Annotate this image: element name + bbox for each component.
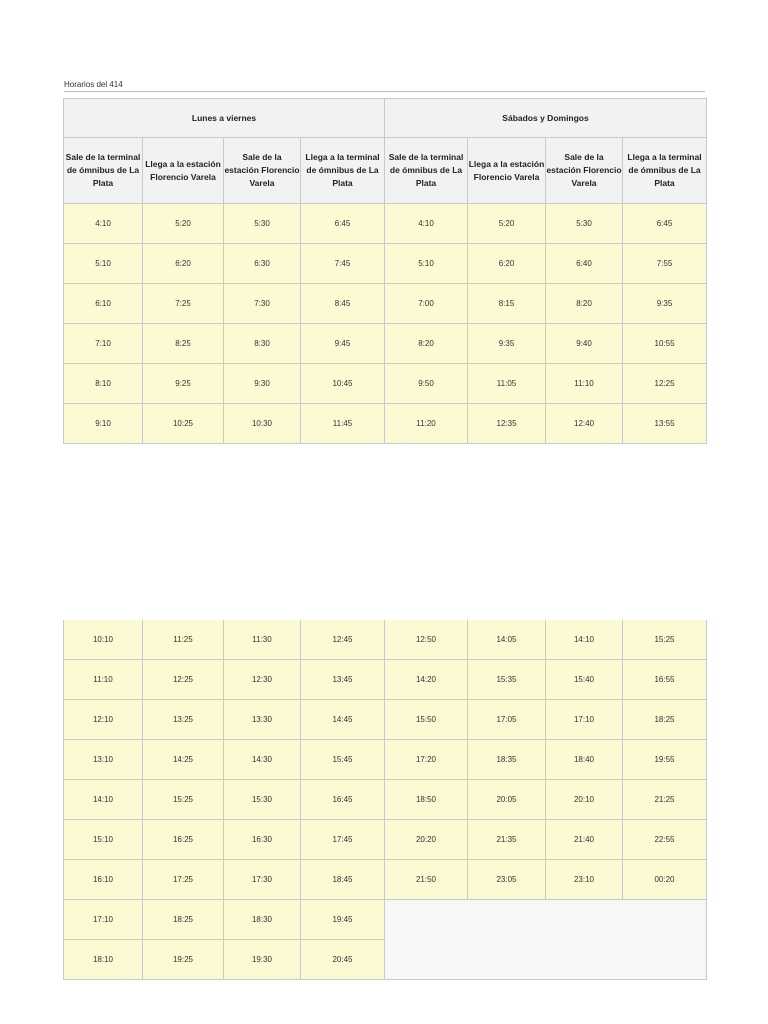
time-cell: 5:30 [546,204,623,244]
time-cell: 18:25 [143,900,224,940]
time-cell: 18:45 [301,860,385,900]
table-row [64,404,707,444]
table-row [64,740,707,780]
time-cell: 7:00 [385,284,468,324]
time-cell: 7:25 [143,284,224,324]
group-header-weekdays: Lunes a viernes [64,99,385,138]
time-cell: 9:35 [623,284,707,324]
column-header: Llega a la terminal de ómnibus de La Plata [301,138,385,204]
time-cell: 18:40 [546,740,623,780]
table-row [64,244,707,284]
table-row [64,900,707,940]
time-cell: 11:05 [468,364,546,404]
table-row [64,820,707,860]
time-cell: 15:35 [468,660,546,700]
time-cell: 11:25 [143,620,224,660]
table-row [64,324,707,364]
time-cell: 12:30 [224,660,301,700]
time-cell: 4:10 [385,204,468,244]
time-cell: 5:20 [468,204,546,244]
time-cell: 8:20 [385,324,468,364]
time-cell: 11:10 [64,660,143,700]
schedule-table-part-1 [63,98,707,444]
time-cell: 18:50 [385,780,468,820]
time-cell: 8:10 [64,364,143,404]
time-cell: 8:30 [224,324,301,364]
time-cell: 6:30 [224,244,301,284]
time-cell: 12:25 [623,364,707,404]
time-cell: 14:20 [385,660,468,700]
time-cell: 8:45 [301,284,385,324]
time-cell: 14:25 [143,740,224,780]
group-header-weekends: Sábados y Domingos [385,99,707,138]
time-cell: 17:30 [224,860,301,900]
title-divider [64,91,705,92]
column-header: Sale de la terminal de ómnibus de La Plata [385,138,468,204]
time-cell: 7:45 [301,244,385,284]
time-cell: 17:05 [468,700,546,740]
column-header: Sale de la terminal de ómnibus de La Plata [64,138,143,204]
time-cell: 9:10 [64,404,143,444]
time-cell: 8:25 [143,324,224,364]
column-header: Llega a la estación Florencio Varela [468,138,546,204]
time-cell: 14:10 [546,620,623,660]
time-cell: 15:40 [546,660,623,700]
time-cell: 10:25 [143,404,224,444]
time-cell: 6:20 [143,244,224,284]
time-cell: 23:05 [468,860,546,900]
time-cell: 19:30 [224,940,301,980]
time-cell: 5:10 [64,244,143,284]
time-cell: 10:10 [64,620,143,660]
time-cell: 4:10 [64,204,143,244]
time-cell: 14:10 [64,780,143,820]
time-cell: 11:10 [546,364,623,404]
table-row [64,204,707,244]
time-cell: 13:25 [143,700,224,740]
time-cell: 18:10 [64,940,143,980]
time-cell: 6:40 [546,244,623,284]
time-cell: 13:45 [301,660,385,700]
time-cell: 12:45 [301,620,385,660]
time-cell: 18:35 [468,740,546,780]
time-cell: 10:55 [623,324,707,364]
time-cell: 17:25 [143,860,224,900]
table-row [64,284,707,324]
time-cell: 20:05 [468,780,546,820]
time-cell: 21:40 [546,820,623,860]
time-cell: 16:30 [224,820,301,860]
time-cell: 9:50 [385,364,468,404]
table-row [64,364,707,404]
page-title: Horarios del 414 [64,80,123,89]
time-cell: 19:55 [623,740,707,780]
time-cell: 7:30 [224,284,301,324]
time-cell: 14:45 [301,700,385,740]
time-cell: 11:20 [385,404,468,444]
time-cell: 9:40 [546,324,623,364]
time-cell: 18:25 [623,700,707,740]
time-cell: 11:30 [224,620,301,660]
time-cell: 10:45 [301,364,385,404]
table-row [64,620,707,660]
time-cell: 21:35 [468,820,546,860]
time-cell: 13:10 [64,740,143,780]
time-cell: 11:45 [301,404,385,444]
time-cell: 00:20 [623,860,707,900]
time-cell: 9:30 [224,364,301,404]
time-cell: 15:50 [385,700,468,740]
time-cell: 12:40 [546,404,623,444]
time-cell: 15:25 [143,780,224,820]
time-cell: 9:25 [143,364,224,404]
time-cell: 8:20 [546,284,623,324]
time-cell: 14:30 [224,740,301,780]
time-cell: 22:55 [623,820,707,860]
time-cell: 21:50 [385,860,468,900]
table-row [64,700,707,740]
time-cell: 9:35 [468,324,546,364]
time-cell: 7:10 [64,324,143,364]
time-cell: 12:25 [143,660,224,700]
time-cell: 17:10 [64,900,143,940]
time-cell: 15:45 [301,740,385,780]
time-cell: 14:05 [468,620,546,660]
time-cell: 6:10 [64,284,143,324]
time-cell: 16:45 [301,780,385,820]
time-cell: 13:55 [623,404,707,444]
empty-cell [385,900,707,980]
time-cell: 10:30 [224,404,301,444]
time-cell: 9:45 [301,324,385,364]
time-cell: 8:15 [468,284,546,324]
column-header: Llega a la estación Florencio Varela [143,138,224,204]
time-cell: 16:25 [143,820,224,860]
time-cell: 23:10 [546,860,623,900]
time-cell: 21:25 [623,780,707,820]
time-cell: 15:25 [623,620,707,660]
time-cell: 5:10 [385,244,468,284]
time-cell: 13:30 [224,700,301,740]
time-cell: 20:45 [301,940,385,980]
time-cell: 12:35 [468,404,546,444]
column-header: Sale de la estación Florencio Varela [224,138,301,204]
time-cell: 5:30 [224,204,301,244]
table-row [64,780,707,820]
time-cell: 6:45 [301,204,385,244]
time-cell: 16:55 [623,660,707,700]
time-cell: 15:10 [64,820,143,860]
time-cell: 12:10 [64,700,143,740]
time-cell: 19:25 [143,940,224,980]
time-cell: 17:20 [385,740,468,780]
time-cell: 20:10 [546,780,623,820]
time-cell: 17:10 [546,700,623,740]
schedule-table-part-2 [63,620,707,980]
table-row [64,660,707,700]
time-cell: 16:10 [64,860,143,900]
time-cell: 18:30 [224,900,301,940]
column-header: Llega a la terminal de ómnibus de La Plata [623,138,707,204]
time-cell: 6:45 [623,204,707,244]
time-cell: 19:45 [301,900,385,940]
table-row [64,860,707,900]
column-header: Sale de la estación Florencio Varela [546,138,623,204]
time-cell: 15:30 [224,780,301,820]
time-cell: 5:20 [143,204,224,244]
time-cell: 20:20 [385,820,468,860]
time-cell: 6:20 [468,244,546,284]
time-cell: 17:45 [301,820,385,860]
time-cell: 12:50 [385,620,468,660]
time-cell: 7:55 [623,244,707,284]
